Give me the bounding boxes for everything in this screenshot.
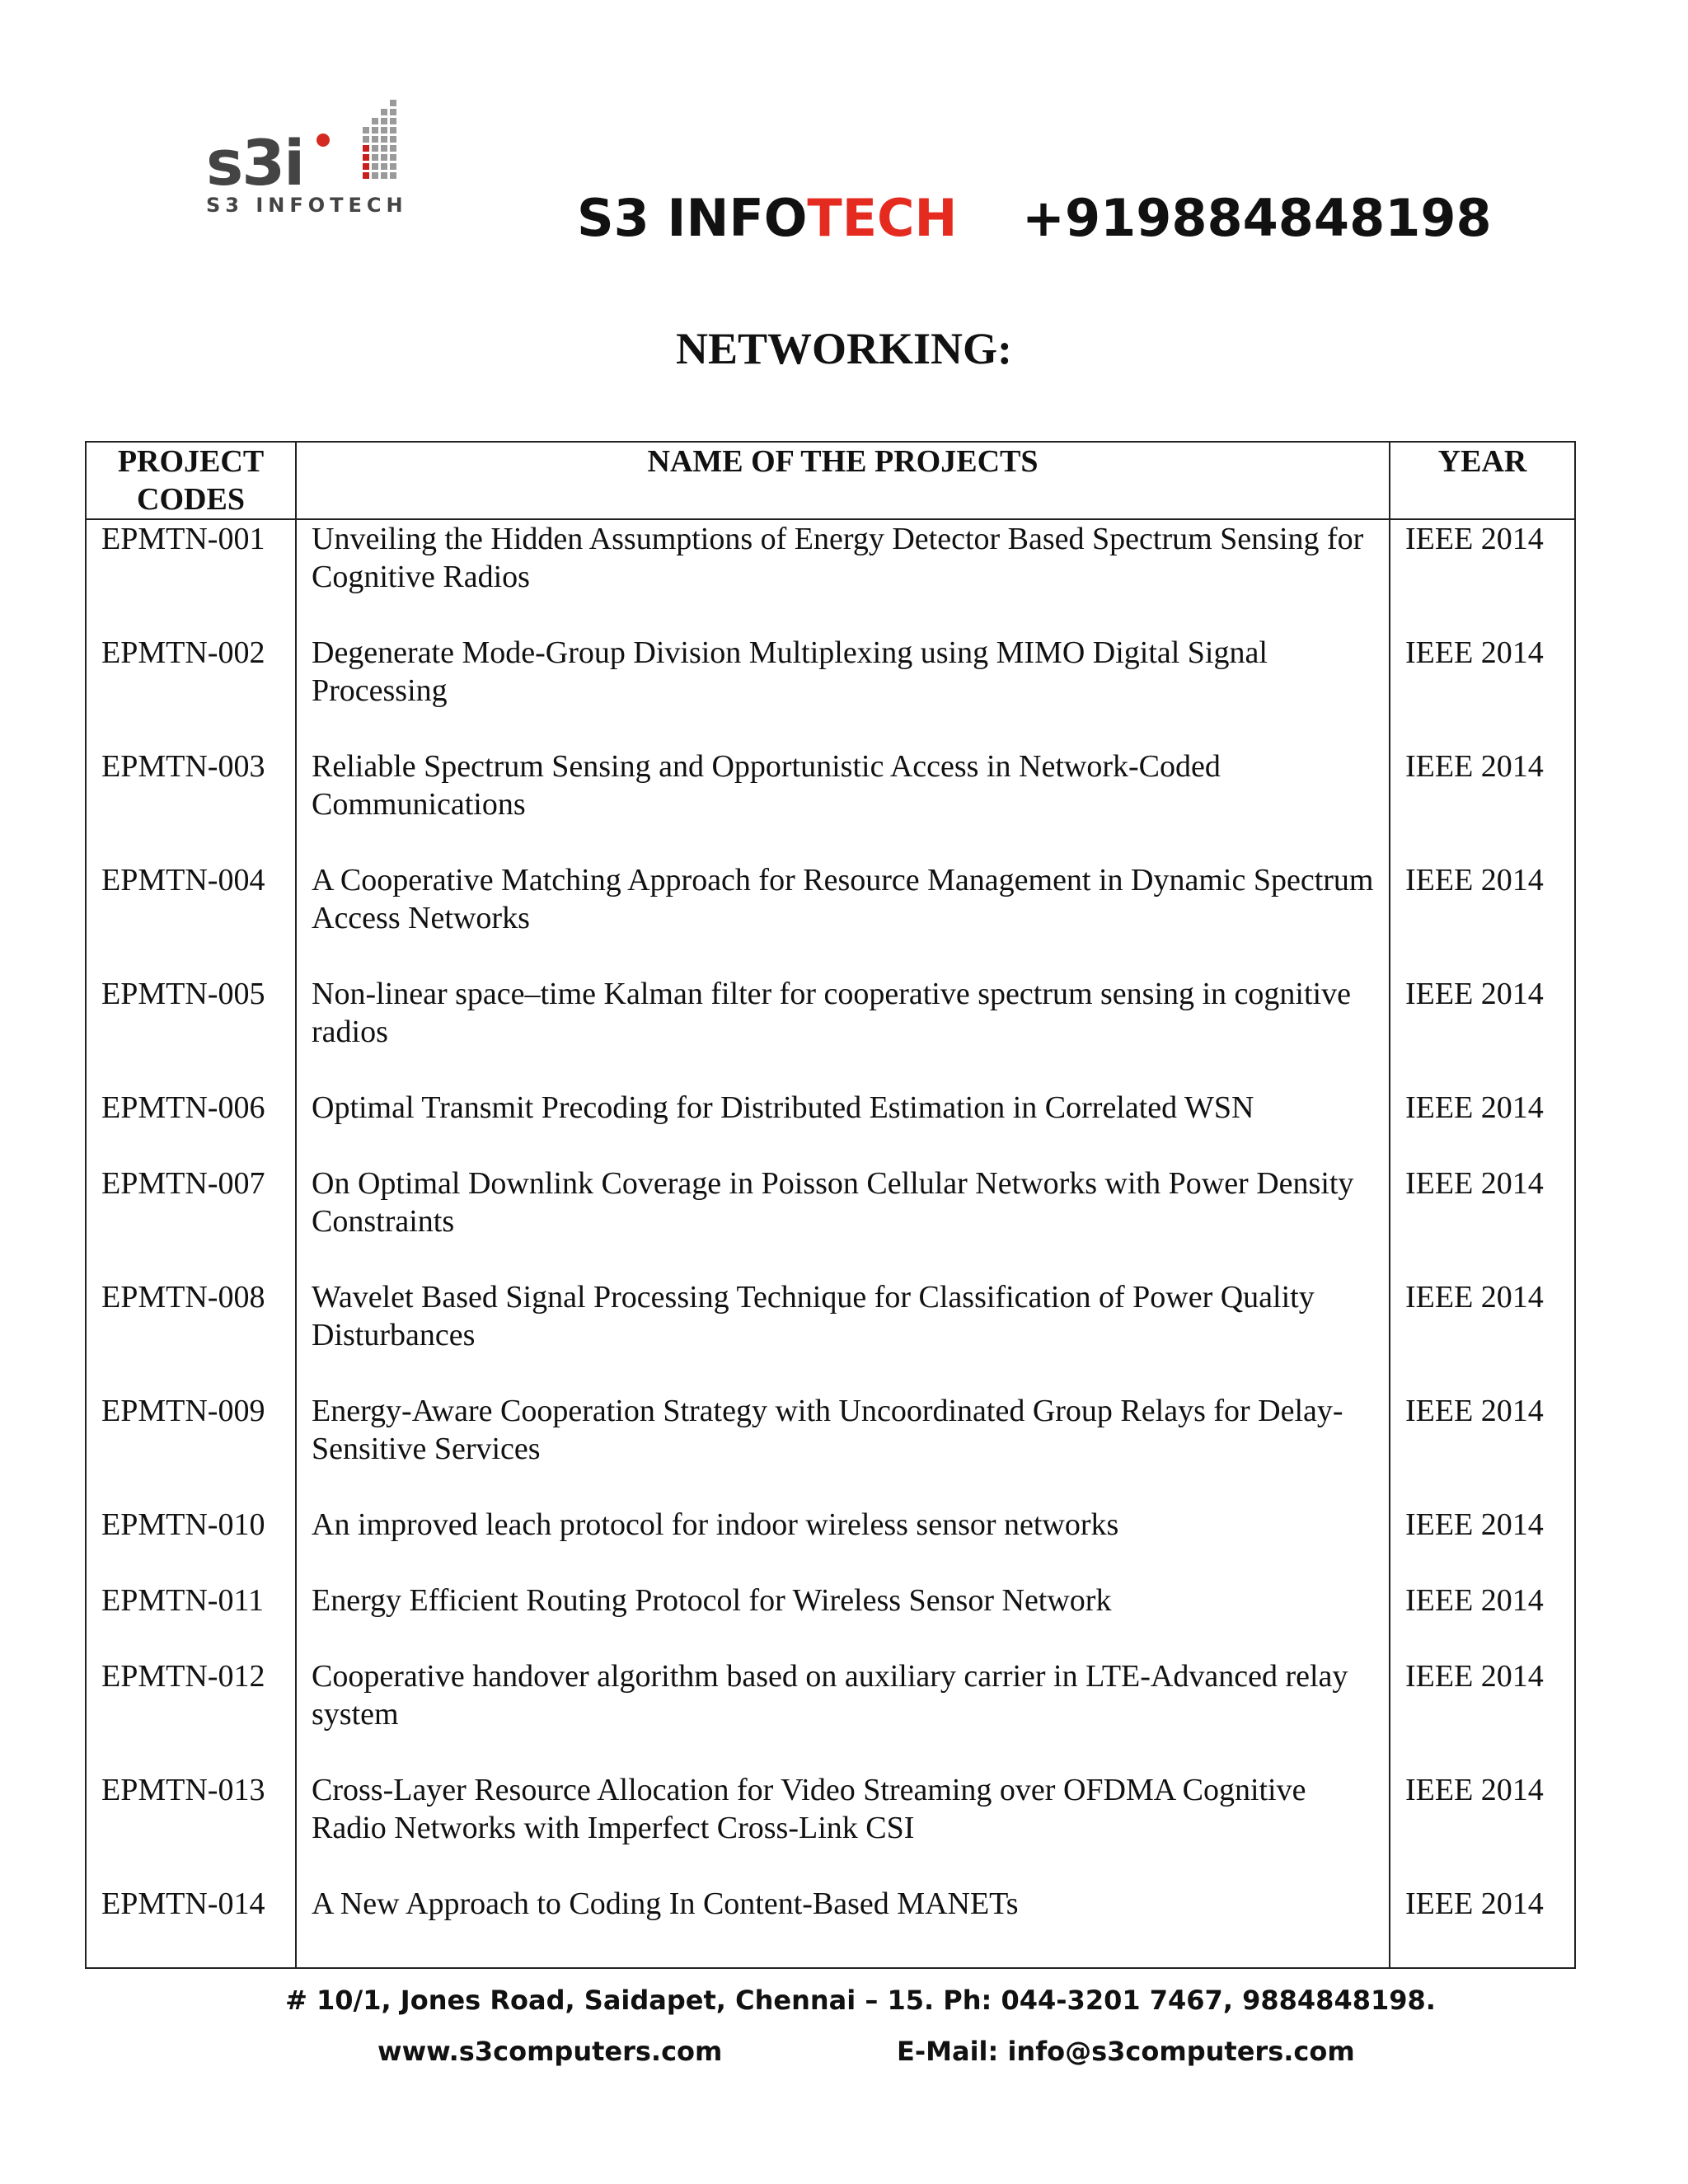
project-name-cell: Reliable Spectrum Sensing and Opportunistic Access in Network-Coded Communications [296,748,1390,861]
project-year-cell: IEEE 2014 [1390,1278,1575,1392]
section-title [0,323,1688,374]
project-name-cell: Optimal Transmit Precoding for Distributed Estimation in Correlated WSN [296,1089,1390,1165]
project-code-cell: EPMTN-005 [86,975,296,1089]
table-row [86,1657,1575,1771]
project-name-cell: Energy-Aware Cooperation Strategy with Uncoordinated Group Relays for Delay-Sensitive Services [296,1392,1390,1506]
table-row [86,1582,1575,1657]
project-year-cell: IEEE 2014 [1390,1089,1575,1165]
project-code-cell: EPMTN-011 [86,1582,296,1657]
project-name-cell: Non-linear space–time Kalman filter for cooperative spectrum sensing in cognitive radios [296,975,1390,1089]
table-row [86,1165,1575,1278]
project-code-cell: EPMTN-004 [86,861,296,975]
footer-email[interactable]: E-Mail: info@s3computers.com [897,2036,1355,2067]
project-code-cell: EPMTN-012 [86,1657,296,1771]
project-year-cell: IEEE 2014 [1390,861,1575,975]
project-code-cell: EPMTN-014 [86,1885,296,1968]
header-year: YEAR [1390,442,1575,519]
footer-address: # 10/1, Jones Road, Saidapet, Chennai – 15. Ph: 044-3201 7467, 9884848198. [285,1985,1436,2016]
project-code-cell: EPMTN-009 [86,1392,296,1506]
project-name-cell: A Cooperative Matching Approach for Resource Management in Dynamic Spectrum Access Networks [296,861,1390,975]
project-code-cell: EPMTN-001 [86,519,296,634]
project-year-cell: IEEE 2014 [1390,1582,1575,1657]
project-code-cell: EPMTN-007 [86,1165,296,1278]
table-row [86,861,1575,975]
project-year-cell: IEEE 2014 [1390,1771,1575,1885]
project-code-cell: EPMTN-008 [86,1278,296,1392]
project-name-cell: A New Approach to Coding In Content-Based MANETs [296,1885,1390,1968]
table-row [86,634,1575,748]
table-row [86,1278,1575,1392]
table-row [86,1885,1575,1968]
project-year-cell: IEEE 2014 [1390,1506,1575,1582]
project-code-cell: EPMTN-013 [86,1771,296,1885]
project-year-cell: IEEE 2014 [1390,1657,1575,1771]
project-name-cell: Cooperative handover algorithm based on auxiliary carrier in LTE-Advanced relay system [296,1657,1390,1771]
footer-website[interactable]: www.s3computers.com [377,2036,723,2067]
table-row [86,519,1575,634]
logo-mark-text: s3i [206,126,304,199]
table-row [86,748,1575,861]
company-phone: +919884848198 [1022,188,1492,248]
project-year-cell: IEEE 2014 [1390,748,1575,861]
project-year-cell: IEEE 2014 [1390,1885,1575,1968]
s3-infotech-logo [206,95,412,235]
table-header-row [86,442,1575,519]
table-row [86,1089,1575,1165]
section-title-text: NETWORKING: [675,324,1013,373]
table-row [86,1771,1575,1885]
project-code-cell: EPMTN-003 [86,748,296,861]
table-row [86,1506,1575,1582]
project-year-cell: IEEE 2014 [1390,634,1575,748]
project-year-cell: IEEE 2014 [1390,1392,1575,1506]
projects-table [85,441,1576,1969]
project-year-cell: IEEE 2014 [1390,975,1575,1089]
project-year-cell: IEEE 2014 [1390,519,1575,634]
company-name-part1: S3 INFO [577,188,808,248]
table-row [86,1392,1575,1506]
project-code-cell: EPMTN-010 [86,1506,296,1582]
project-name-cell: An improved leach protocol for indoor wireless sensor networks [296,1506,1390,1582]
header-project-name: NAME OF THE PROJECTS [296,442,1390,519]
project-code-cell: EPMTN-006 [86,1089,296,1165]
project-name-cell: Unveiling the Hidden Assumptions of Energy Detector Based Spectrum Sensing for Cognitive Radios [296,519,1390,634]
table-row [86,975,1575,1089]
project-name-cell: Degenerate Mode-Group Division Multiplexing using MIMO Digital Signal Processing [296,634,1390,748]
project-name-cell: On Optimal Downlink Coverage in Poisson Cellular Networks with Power Density Constraints [296,1165,1390,1278]
project-year-cell: IEEE 2014 [1390,1165,1575,1278]
project-code-cell: EPMTN-002 [86,634,296,748]
header-project-codes: PROJECT CODES [86,442,296,519]
project-name-cell: Energy Efficient Routing Protocol for Wireless Sensor Network [296,1582,1390,1657]
project-name-cell: Cross-Layer Resource Allocation for Video Streaming over OFDMA Cognitive Radio Networks with Imperfect Cross-Link CSI [296,1771,1390,1885]
company-name [577,188,957,248]
company-name-part2: TECH [807,188,958,248]
table-body [86,519,1575,1968]
project-name-cell: Wavelet Based Signal Processing Technique for Classification of Power Quality Disturbances [296,1278,1390,1392]
logo-subtext: S3 INFOTECH [206,194,408,217]
